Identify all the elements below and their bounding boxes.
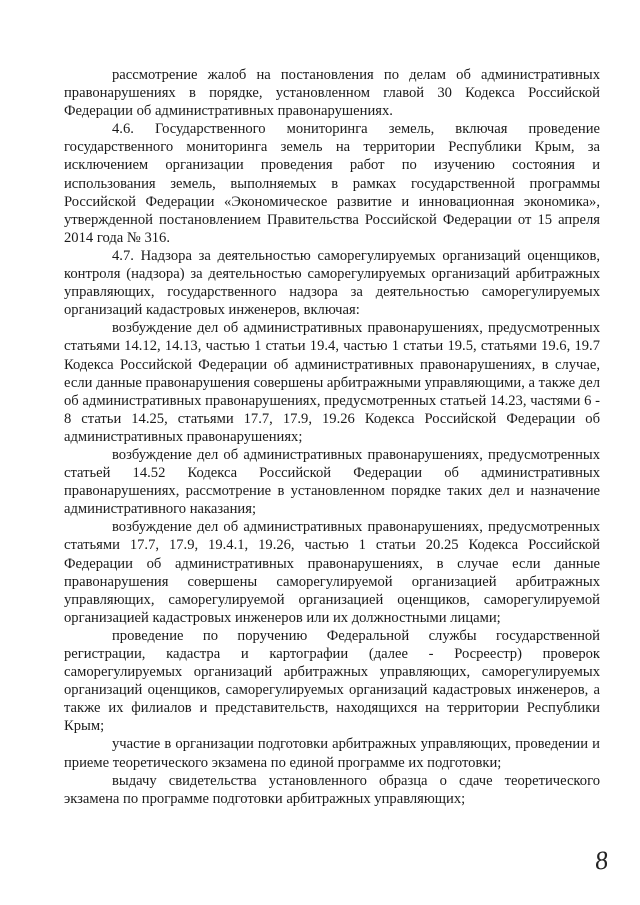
- paragraph-inspections: проведение по поручению Федеральной службы государственной регистрации, кадастра и картографии (далее - Росреестр) проверок саморегулируемых организаций арбитражных управляющих, саморегулируемых организаций оценщиков, саморегулируемых организаций кадастровых инженеров, а также их филиалов и представительств, находящихся на территории Республики Крым;: [64, 627, 600, 735]
- paragraph-initiation-cases-2: возбуждение дел об административных правонарушениях, предусмотренных статьей 14.52 Кодекса Российской Федерации об административных правонарушениях, рассмотрение в установленном порядке таких дел и назначение административного наказания;: [64, 446, 600, 518]
- document-body: [64, 66, 600, 808]
- page-number: 8: [593, 845, 610, 876]
- paragraph-initiation-cases-3: возбуждение дел об административных правонарушениях, предусмотренных статьями 17.7, 17.9, 19.4.1, 19.26, частью 1 статьи 20.25 Кодекса Российской Федерации об административных правонарушениях, в случае если данные правонарушения совершены саморегулируемой организацией арбитражных управляющих, саморегулируемой организацией оценщиков, саморегулируемой организацией кадастровых инженеров или их должностными лицами;: [64, 519, 600, 626]
- paragraph-4-7-sro-supervision: 4.7. Надзора за деятельностью саморегулируемых организаций оценщиков, контроля (надзора) за деятельностью саморегулируемых организаций арбитражных управляющих, государственного надзора за деятельностью саморегулируемых организаций кадастровых инженеров, включая:: [64, 247, 600, 319]
- paragraph-certificate-issuance: выдачу свидетельства установленного образца о сдаче теоретического экзамена по программе подготовки арбитражных управляющих;: [64, 772, 600, 807]
- paragraph-exam-participation: участие в организации подготовки арбитражных управляющих, проведении и приеме теоретического экзамена по единой программе их подготовки;: [64, 736, 600, 771]
- paragraph-complaints-review: рассмотрение жалоб на постановления по делам об административных правонарушениях в порядке, установленном главой 30 Кодекса Российской Федерации об административных правонарушениях.: [64, 67, 600, 120]
- paragraph-4-6-land-monitoring: 4.6. Государственного мониторинга земель, включая проведение государственного мониторинга земель на территории Республики Крым, за исключением организации проведения работ по изучению состояния и использования земель, выполняемых в рамках государственной программы Российской Федерации «Экономическое развитие и инновационная экономика», утвержденной постановлением Правительства Российской Федерации от 15 апреля 2014 года № 316.: [64, 121, 600, 246]
- paragraph-initiation-cases-1: возбуждение дел об административных правонарушениях, предусмотренных статьями 14.12, 14.13, частью 1 статьи 19.4, частью 1 статьи 19.5, статьями 19.6, 19.7 Кодекса Российской Федерации об административных правонарушениях, в случае, если данные правонарушения совершены арбитражными управляющими, а также дел об административных правонарушениях, предусмотренных статьей 14.23, частями 6 - 8 статьи 14.25, статьями 17.7, 17.9, 19.26 Кодекса Российской Федерации об административных правонарушениях;: [64, 320, 600, 445]
